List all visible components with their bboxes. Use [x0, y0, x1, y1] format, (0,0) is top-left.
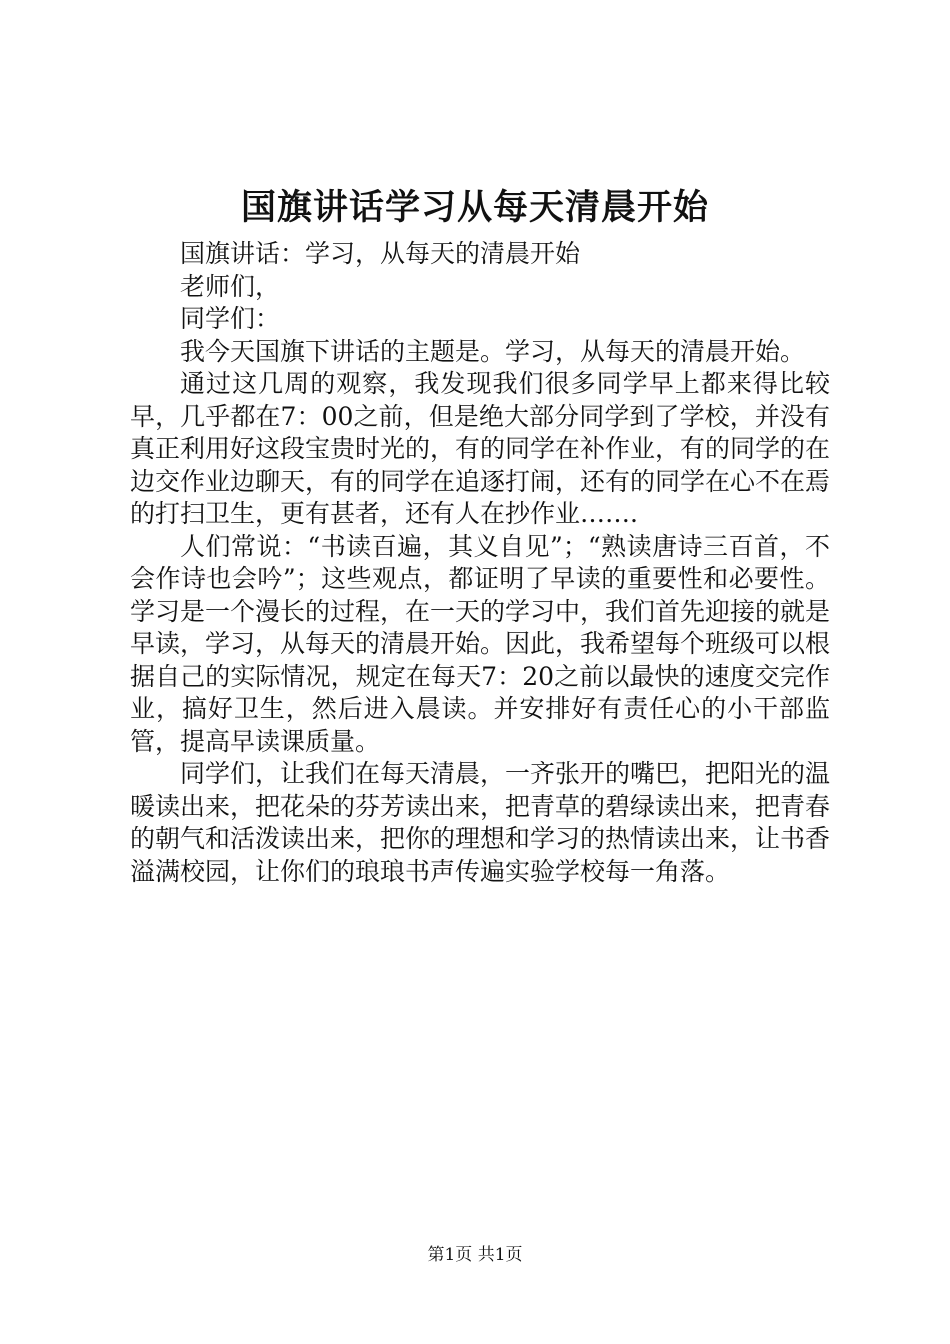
paragraph-greeting-teachers: 老师们，	[180, 271, 281, 301]
paragraph-importance: 人们常说：“书读百遍，其义自见”；“熟读唐诗三百首，不会作诗也会吟”；这些观点，都证明了早读的重要性和必要性。学习是一个漫长的过程，在一天的学习中，我们首先迎接的就是早读，学习，从每天的清晨开始。因此，我希望每个班级可以根据自己的实际情况，规定在每天7：20之前以最快的速度交完作业，搞好卫生，然后进入晨读。并安排好有责任心的小干部监管，提高早读课质量。	[130, 531, 831, 756]
paragraph-greeting-students: 同学们：	[180, 304, 281, 333]
paragraph-observation: 通过这几周的观察，我发现我们很多同学早上都来得比较早，几乎都在7：00之前，但是绝大部分同学到了学校，并没有真正利用好这段宝贵时光的，有的同学在补作业，有的同学的在边交作业边聊天，有的同学在追逐打闹，还有的同学在心不在焉的打扫卫生，更有甚者，还有人在抄作业…….	[130, 369, 831, 528]
document-title: 国旗讲话学习从每天清晨开始	[240, 187, 709, 228]
paragraph-speech-heading: 国旗讲话：学习，从每天的清晨开始	[180, 239, 581, 268]
paragraph-call-to-action: 同学们，让我们在每天清晨，一齐张开的嘴巴，把阳光的温暖读出来，把花朵的芬芳读出来，把青草的碧绿读出来，把青春的朝气和活泼读出来，把你的理想和学习的热情读出来，让书香溢满校园，让你们的琅琅书声传遍实验学校每一角落。	[130, 759, 831, 886]
page-number-footer: 第1页 共1页	[427, 1245, 523, 1265]
paragraph-topic: 我今天国旗下讲话的主题是。学习，从每天的清晨开始。	[180, 336, 806, 366]
document-body	[130, 238, 830, 888]
